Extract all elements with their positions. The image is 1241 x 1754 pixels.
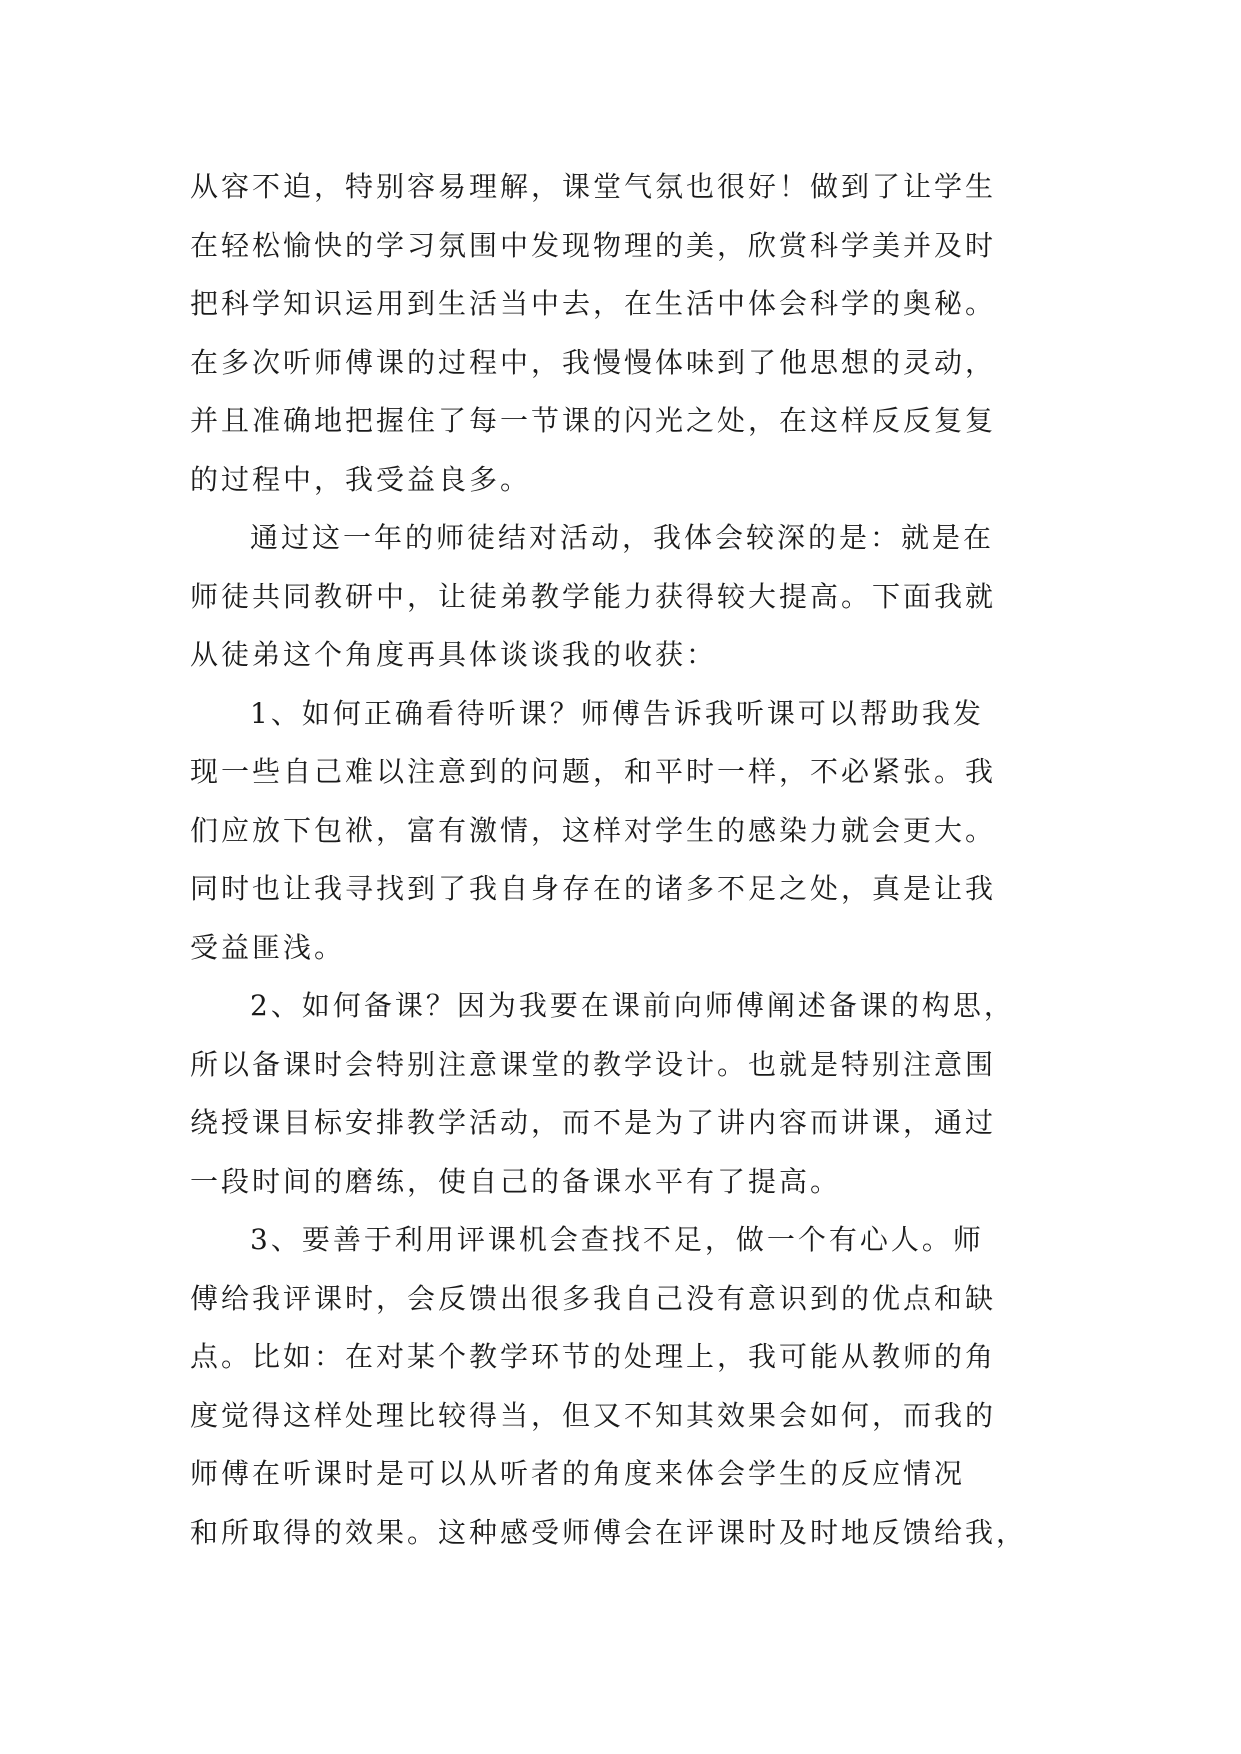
text-line: 受益匪浅。 — [190, 930, 346, 964]
text-line: 傅给我评课时，会反馈出很多我自己没有意识到的优点和缺 — [190, 1281, 997, 1315]
document-body — [190, 158, 1060, 1562]
text-line: 所以备课时会特别注意课堂的教学设计。也就是特别注意围 — [190, 1047, 997, 1081]
text-line: 绕授课目标安排教学活动，而不是为了讲内容而讲课，通过 — [190, 1106, 997, 1139]
text-line: 师傅在听课时是可以从听者的角度来体会学生的反应情况 — [190, 1457, 966, 1490]
text-line: 的过程中，我受益良多。 — [190, 462, 532, 496]
text-line: 和所取得的效果。这种感受师傅会在评课时及时地反馈给我， — [190, 1515, 1028, 1549]
text-line: 点。比如：在对某个教学环节的处理上，我可能从教师的角 — [190, 1340, 997, 1373]
text-line: 们应放下包袱，富有激情，这样对学生的感染力就会更大。 — [190, 813, 997, 847]
text-line: 师徒共同教研中，让徒弟教学能力获得较大提高。下面我就 — [190, 579, 997, 613]
paragraph-start-line: 3、要善于利用评课机会查找不足，做一个有心人。师 — [250, 1223, 984, 1256]
paragraph-start-line: 1、如何正确看待听课？师傅告诉我听课可以帮助我发 — [250, 696, 984, 730]
text-line: 从徒弟这个角度再具体谈谈我的收获： — [190, 638, 718, 671]
text-line: 在轻松愉快的学习氛围中发现物理的美，欣赏科学美并及时 — [190, 228, 997, 262]
text-line: 度觉得这样处理比较得当，但又不知其效果会如何，而我的 — [190, 1398, 997, 1432]
paragraph-start-line: 2、如何备课？因为我要在课前向师傅阐述备课的构思， — [250, 989, 1015, 1022]
text-line: 在多次听师傅课的过程中，我慢慢体味到了他思想的灵动， — [190, 345, 997, 379]
paragraph-start-line: 通过这一年的师徒结对活动，我体会较深的是：就是在 — [250, 521, 995, 554]
text-line: 并且准确地把握住了每一节课的闪光之处，在这样反反复复 — [190, 404, 997, 437]
text-line: 一段时间的磨练，使自己的备课水平有了提高。 — [190, 1164, 842, 1198]
text-line: 把科学知识运用到生活当中去，在生活中体会科学的奥秘。 — [190, 287, 997, 320]
text-line: 从容不迫，特别容易理解，课堂气氛也很好！做到了让学生 — [190, 170, 997, 203]
text-line: 现一些自己难以注意到的问题，和平时一样，不必紧张。我 — [190, 755, 997, 788]
text-line: 同时也让我寻找到了我自身存在的诸多不足之处，真是让我 — [190, 872, 997, 905]
